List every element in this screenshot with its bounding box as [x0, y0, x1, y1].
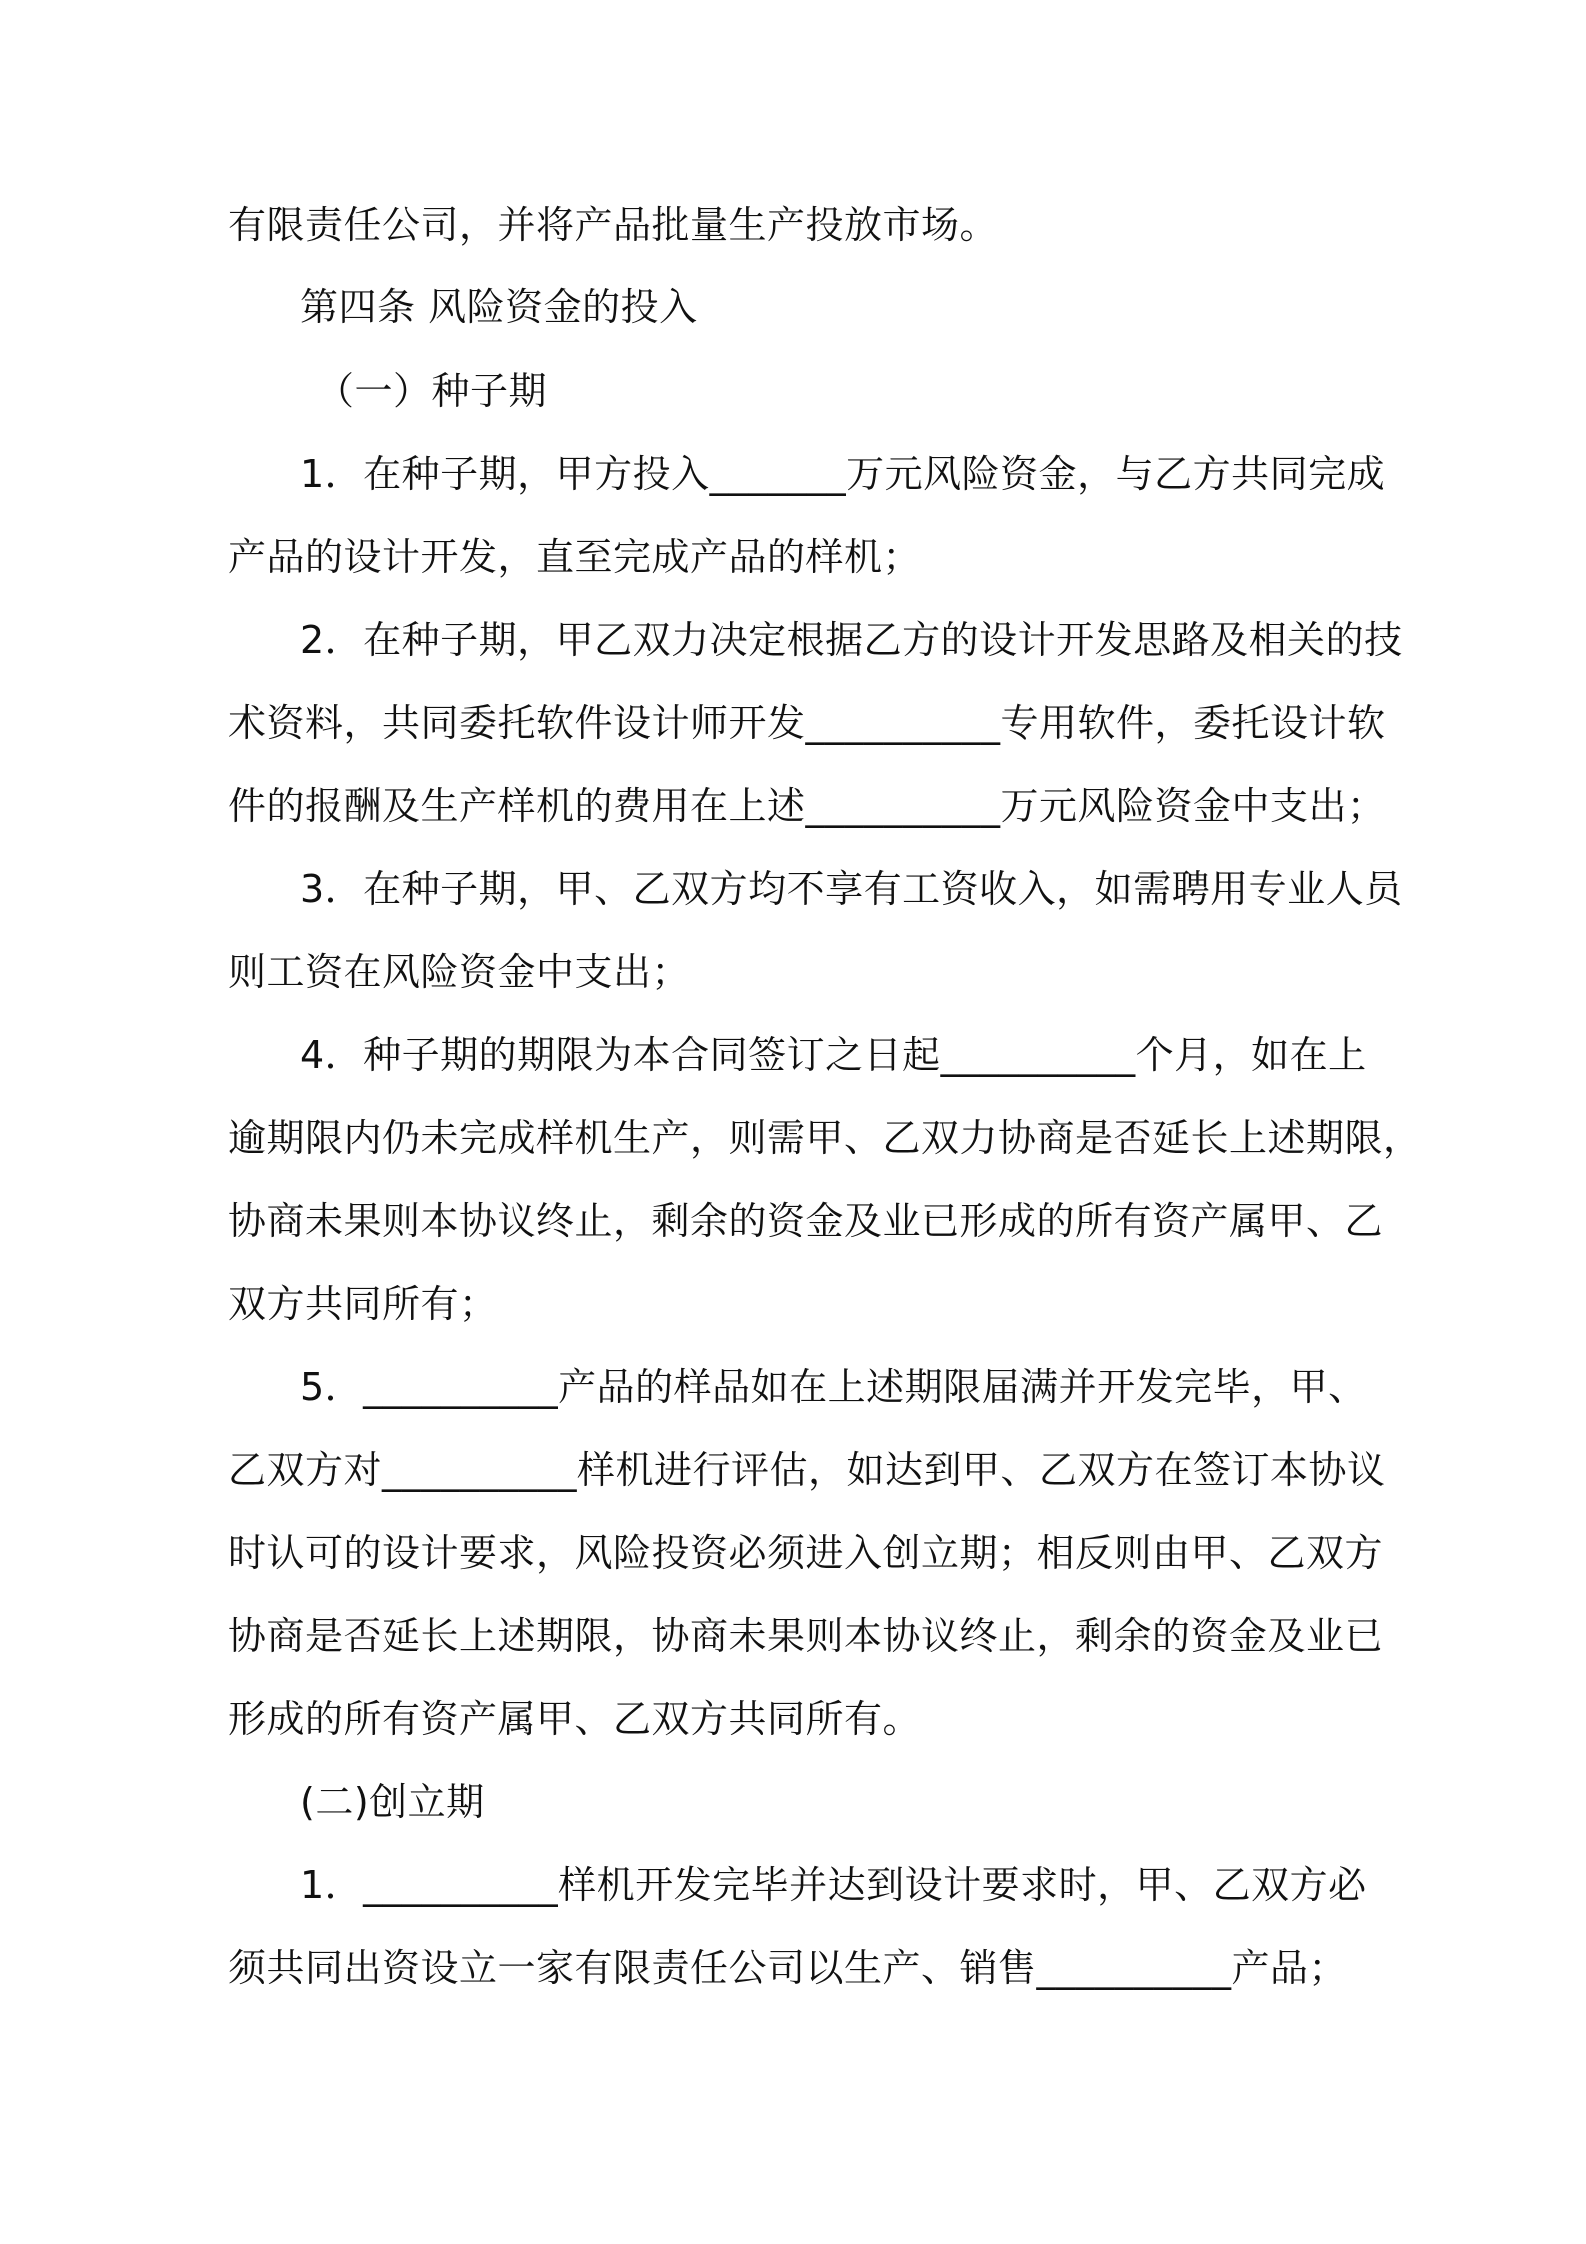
paragraph-line: 3．在种子期，甲、乙双方均不享有工资收入，如需聘用专业人员	[300, 867, 1403, 911]
paragraph-line: 协商未果则本协议终止，剩余的资金及业已形成的所有资产属甲、乙	[228, 1199, 1384, 1243]
paragraph-line: 5．__________产品的样品如在上述期限届满并开发完毕，甲、	[300, 1365, 1367, 1409]
paragraph-line: 术资料，共同委托软件设计师开发__________专用软件，委托设计软	[228, 701, 1386, 745]
article-heading: 第四条 风险资金的投入	[300, 285, 698, 329]
section-heading-founding-stage: (二)创立期	[300, 1780, 485, 1824]
paragraph-line: 则工资在风险资金中支出；	[228, 950, 691, 994]
paragraph-line: 形成的所有资产属甲、乙双方共同所有。	[228, 1697, 922, 1741]
paragraph-line: 1．在种子期，甲方投入_______万元风险资金，与乙方共同完成	[300, 452, 1386, 496]
section-heading-seed-stage: （一）种子期	[316, 369, 548, 413]
paragraph-line: 件的报酬及生产样机的费用在上述__________万元风险资金中支出；	[228, 784, 1386, 828]
paragraph-line: 1．__________样机开发完毕并达到设计要求时，甲、乙双方必	[300, 1863, 1367, 1907]
paragraph-line: 产品的设计开发，直至完成产品的样机；	[228, 535, 922, 579]
paragraph-line: 乙双方对__________样机进行评估，如达到甲、乙双方在签订本协议	[228, 1448, 1386, 1492]
paragraph-line: 时认可的设计要求，风险投资必须进入创立期；相反则由甲、乙双方	[228, 1531, 1384, 1575]
paragraph-line: 双方共同所有；	[228, 1282, 498, 1326]
paragraph-line: 2．在种子期，甲乙双力决定根据乙方的设计开发思路及相关的技	[300, 618, 1403, 662]
paragraph-line: 有限责任公司，并将产品批量生产投放市场。	[228, 203, 999, 247]
paragraph-line: 协商是否延长上述期限，协商未果则本协议终止，剩余的资金及业已	[228, 1614, 1384, 1658]
paragraph-line: 须共同出资设立一家有限责任公司以生产、销售__________产品；	[228, 1946, 1348, 1990]
paragraph-line: 逾期限内仍未完成样机生产，则需甲、乙双力协商是否延长上述期限，	[228, 1116, 1422, 1160]
paragraph-line: 4．种子期的期限为本合同签订之日起__________个月，如在上	[300, 1033, 1367, 1077]
